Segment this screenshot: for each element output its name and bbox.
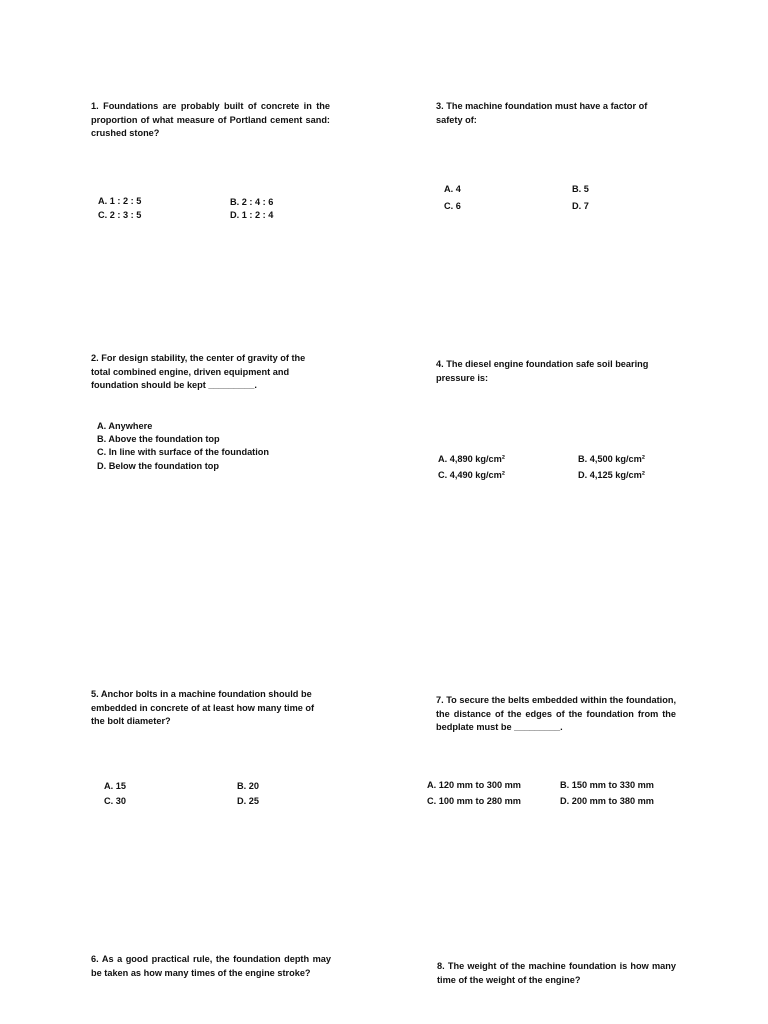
question-2-option-c: C. In line with surface of the foundation [97, 447, 270, 457]
question-2-option-d: D. Below the foundation top [97, 461, 219, 471]
question-3-text: 3. The machine foundation must have a factor of safety of: [436, 101, 648, 125]
question-5-option-c: C. 30 [104, 796, 126, 806]
question-4-option-b: B. 4,500 kg/cm² [578, 454, 645, 464]
question-4-option-c: C. 4,490 kg/cm² [438, 470, 505, 480]
question-5-option-d: D. 25 [237, 796, 259, 806]
question-7-option-b: B. 150 mm to 330 mm [560, 780, 654, 790]
question-7-option-a: A. 120 mm to 300 mm [427, 780, 521, 790]
question-5-option-b: B. 20 [237, 781, 259, 791]
question-3-option-a: A. 4 [444, 184, 461, 194]
question-7-option-d: D. 200 mm to 380 mm [560, 796, 654, 806]
question-1-option-d: D. 1 : 2 : 4 [230, 210, 274, 220]
question-4-text: 4. The diesel engine foundation safe soil bearing pressure is: [436, 359, 649, 383]
question-2-text: 2. For design stability, the center of gravity of the total combined engine, driven equipment and foundation should be kept _________. [91, 353, 306, 390]
question-2-option-a: A. Anywhere [97, 421, 153, 431]
question-3-option-c: C. 6 [444, 201, 461, 211]
question-4-option-d: D. 4,125 kg/cm² [578, 470, 645, 480]
question-7-option-c: C. 100 mm to 280 mm [427, 796, 521, 806]
question-5-option-a: A. 15 [104, 781, 126, 791]
question-1-text: 1. Foundations are probably built of concrete in the proportion of what measure of Portland cement sand: crushed stone? [91, 101, 330, 138]
question-3-option-b: B. 5 [572, 184, 589, 194]
question-1-option-b: B. 2 : 4 : 6 [230, 197, 274, 207]
question-3-option-d: D. 7 [572, 201, 589, 211]
question-2-option-b: B. Above the foundation top [97, 434, 220, 444]
question-6-text: 6. As a good practical rule, the foundation depth may be taken as how many times of the engine stroke? [91, 954, 331, 978]
question-4-option-a: A. 4,890 kg/cm² [438, 454, 505, 464]
question-1-option-a: A. 1 : 2 : 5 [98, 196, 142, 206]
question-7-text: 7. To secure the belts embedded within the foundation, the distance of the edges of the foundation from the bedplate must be _________. [436, 695, 676, 732]
question-5-text: 5. Anchor bolts in a machine foundation should be embedded in concrete of at least how many time of the bolt diameter? [91, 689, 315, 726]
question-1-option-c: C. 2 : 3 : 5 [98, 210, 142, 220]
question-8-text: 8. The weight of the machine foundation is how many time of the weight of the engine? [437, 961, 676, 985]
